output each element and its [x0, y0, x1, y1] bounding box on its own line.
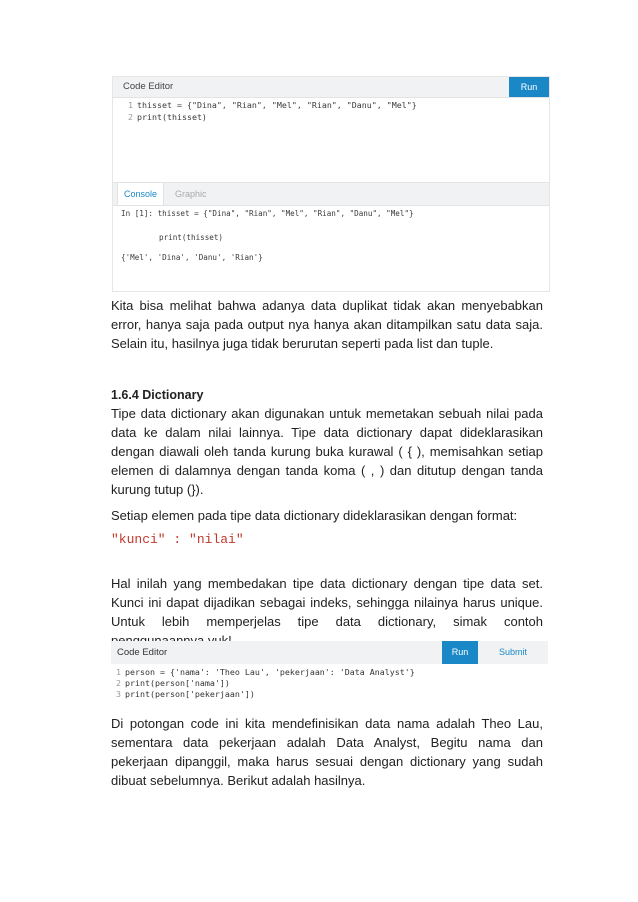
code-editor-header — [111, 641, 548, 664]
code-editor-2 — [111, 641, 548, 706]
run-button[interactable]: Run — [509, 77, 549, 97]
paragraph-dictionary-intro: Tipe data dictionary akan digunakan untuk memetakan sebuah nilai pada data ke dalam nilai lainnya. Tipe data dictionary dapat dideklarasikan dengan diawali oleh tanda kurung buka kurawal ( { ), memisahkan setiap elemen di dalamnya dengan tanda koma ( , ) dan ditutup dengan tanda kurung tutup (}). — [111, 406, 543, 497]
line-number: 3 — [116, 689, 121, 699]
code-area[interactable] — [113, 99, 549, 123]
code-editor-title: Code Editor — [117, 647, 168, 658]
code-text: print(thisset) — [137, 112, 207, 122]
console-tab-bar — [113, 182, 549, 206]
code-text: print(person['pekerjaan']) — [125, 689, 255, 699]
code-text: print(person['nama']) — [125, 678, 230, 688]
submit-button[interactable]: Submit — [498, 647, 527, 657]
code-area[interactable] — [111, 667, 548, 700]
line-number: 1 — [128, 100, 133, 110]
console-print-line: print(thisset) — [159, 233, 224, 242]
paragraph-code-explanation: Di potongan code ini kita mendefinisikan data nama adalah Theo Lau, sementara data pekerjaan adalah Data Analyst, Begitu nama dan pekerjaan dipanggil, maka harus sesuai dengan dictionary yang sudah dibuat sebelumnya. Berikut adalah hasilnya. — [111, 716, 543, 788]
format-code: "kunci" : "nilai" — [111, 532, 244, 547]
tab-console[interactable]: Console — [117, 183, 164, 205]
run-button[interactable]: Run — [442, 641, 478, 664]
paragraph-set-explanation: Kita bisa melihat bahwa adanya data duplikat tidak akan menyebabkan error, hanya saja pada output nya hanya akan ditampilkan satu data saja. Selain itu, hasilnya juga tidak berurutan seperti pada list dan tuple. — [111, 298, 543, 351]
code-editor-header — [113, 77, 549, 98]
code-line — [111, 689, 548, 700]
code-text: thisset = {"Dina", "Rian", "Mel", "Rian", "Danu", "Mel"} — [137, 100, 417, 110]
code-line — [111, 678, 548, 689]
section-heading: 1.6.4 Dictionary — [111, 388, 204, 402]
code-line — [113, 111, 549, 123]
code-editor-title: Code Editor — [123, 81, 174, 92]
tab-graphic[interactable]: Graphic — [175, 189, 207, 199]
code-editor-1 — [112, 76, 550, 292]
paragraph-format-intro: Setiap elemen pada tipe data dictionary dideklarasikan dengan format: — [111, 508, 518, 523]
console-input-line: In [1]: thisset = {"Dina", "Rian", "Mel", "Rian", "Danu", "Mel"} — [121, 209, 414, 218]
console-result-line: {'Mel', 'Dina', 'Danu', 'Rian'} — [121, 253, 263, 262]
line-number: 1 — [116, 667, 121, 677]
line-number: 2 — [128, 112, 133, 122]
code-text: person = {'nama': 'Theo Lau', 'pekerjaan': 'Data Analyst'} — [125, 667, 415, 677]
paragraph-dictionary-vs-set: Hal inilah yang membedakan tipe data dictionary dengan tipe data set. Kunci ini dapat dijadikan sebagai indeks, sehingga nilainya harus unique. Untuk lebih memperjelas tipe data dictionary, simak contoh — [111, 576, 543, 629]
line-number: 2 — [116, 678, 121, 688]
code-line — [111, 667, 548, 678]
code-line — [113, 99, 549, 111]
